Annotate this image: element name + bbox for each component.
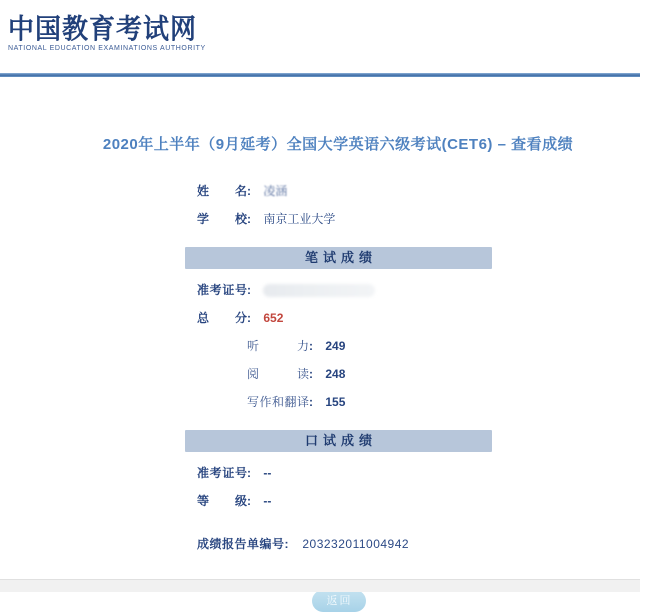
writing-translation-label: 写作和翻译 [247,395,309,409]
total-score-label: 总分 [197,311,247,325]
school-label: 学校 [197,212,247,226]
site-header [0,0,640,73]
oral-grade-row: 等级: -- [197,494,272,508]
oral-grade-label: 等级 [197,494,247,508]
reading-label: 阅读 [247,367,309,381]
ticket-number-redacted [263,284,375,297]
school-row: 学校: 南京工业大学 [197,212,336,226]
page-footer [0,579,640,592]
header-divider [0,73,640,77]
written-ticket-row: 准考证号: [185,283,492,298]
reading-value: 248 [325,367,346,381]
name-value: 凌涵 [263,184,288,198]
score-form [185,184,492,552]
reading-score-row: 阅读: 248 [247,367,346,381]
page-title: 2020年上半年（9月延考）全国大学英语六级考试(CET6) – 查看成绩 [102,136,574,153]
listening-label: 听力 [247,339,309,353]
writing-translation-value: 155 [325,395,346,409]
report-number-label: 成绩报告单编号 [197,537,285,551]
button-area [185,590,492,612]
report-number-row: 成绩报告单编号: 203232011004942 [197,537,410,551]
total-score-value: 652 [263,311,284,325]
report-number-value: 203232011004942 [302,537,410,551]
writing-translation-score-row: 写作和翻译: 155 [247,395,346,409]
written-ticket-label: 准考证号 [197,283,247,297]
back-button[interactable]: 返回 [312,590,366,612]
name-label: 姓名 [197,184,247,198]
written-score-section-header: 笔试成绩 [185,247,492,269]
oral-grade-value: -- [263,494,272,508]
listening-value: 249 [325,339,346,353]
logo-subtitle: NATIONAL EDUCATION EXAMINATIONS AUTHORITY [8,44,206,52]
total-score-row: 总分: 652 [197,311,284,325]
oral-score-section-header: 口试成绩 [185,430,492,452]
oral-ticket-label: 准考证号 [197,466,247,480]
oral-ticket-row: 准考证号: -- [197,466,272,480]
listening-score-row: 听力: 249 [247,339,346,353]
logo-wordmark: 中国教育考试网 [8,12,198,45]
school-value: 南京工业大学 [263,212,336,226]
name-row: 姓名: 凌涵 [197,184,288,198]
site-logo [8,14,206,52]
oral-ticket-value: -- [263,466,272,480]
